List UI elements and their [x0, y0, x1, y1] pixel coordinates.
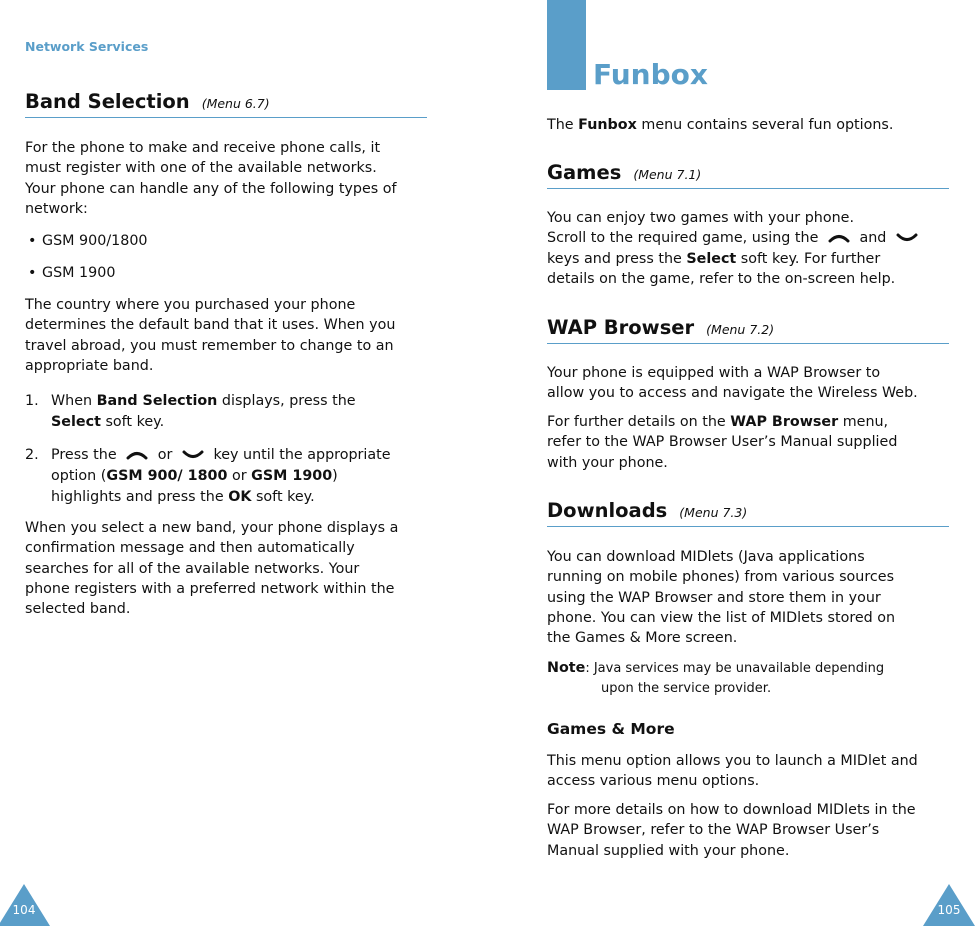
text-line: with your phone.	[547, 454, 668, 471]
text-line: searches for all of the available networks. Your	[25, 560, 360, 577]
wap-browser-heading	[547, 316, 949, 344]
text-line: You can enjoy two games with your phone.	[547, 210, 854, 226]
bullet-text: GSM 1900	[42, 265, 116, 281]
intro-paragraph	[547, 115, 949, 135]
bold-text: Band Selection	[96, 393, 218, 409]
text: option (	[51, 467, 107, 484]
scroll-up-key-icon	[826, 231, 852, 245]
paragraph	[25, 518, 427, 619]
text-line: phone. You can view the list of MIDlets stored on	[547, 609, 896, 626]
heading-title: Band Selection	[25, 90, 190, 113]
step-body	[51, 391, 427, 433]
menu-ref: (Menu 6.7)	[201, 96, 270, 111]
text-line: When you select a new band, your phone displays a	[25, 520, 399, 536]
heading-title: Downloads	[547, 499, 668, 522]
text-line: Your phone is equipped with a WAP Browser to	[547, 365, 881, 381]
text-line: Manual supplied with your phone.	[547, 842, 790, 859]
bold-text: OK	[228, 488, 252, 505]
text-line: determines the default band that it uses. When you	[25, 317, 396, 334]
text-line: travel abroad, you must remember to change to an	[25, 337, 394, 354]
note	[547, 658, 949, 699]
text: soft key.	[251, 488, 315, 505]
bold-text: Select	[51, 413, 101, 430]
right-page	[547, 0, 949, 926]
text-line: must register with one of the available networks.	[25, 160, 377, 177]
bold-text: Select	[686, 250, 737, 267]
band-selection-heading	[25, 90, 427, 118]
step-body	[51, 445, 427, 507]
page-number-left: 104	[12, 903, 36, 917]
chapter-title: Funbox	[593, 58, 708, 91]
text-line: You can download MIDlets (Java applications	[547, 549, 865, 565]
text-line: Your phone can handle any of the following types of	[25, 180, 397, 197]
bold-text: GSM 1900	[251, 467, 333, 484]
page-number-right: 105	[937, 903, 961, 917]
text-line: using the WAP Browser and store them in your	[547, 589, 881, 606]
text-line: refer to the WAP Browser User’s Manual supplied	[547, 434, 898, 451]
games-more-heading: Games & More	[547, 720, 675, 738]
heading-title: WAP Browser	[547, 316, 695, 339]
text: Scroll to the required game, using the	[547, 230, 819, 247]
bullet-item	[25, 231, 427, 251]
text-line: For the phone to make and receive phone calls, it	[25, 140, 381, 156]
scroll-down-key-icon	[894, 231, 920, 245]
text-line: This menu option allows you to launch a MIDlet and	[547, 753, 918, 769]
text: keys and press the	[547, 250, 687, 267]
text-line: The country where you purchased your phone	[25, 297, 356, 313]
text: menu contains several fun options.	[636, 117, 894, 133]
bold-text: GSM 900/ 1800	[106, 467, 228, 484]
heading-title: Games	[547, 161, 622, 184]
bold-text: WAP Browser	[730, 414, 839, 430]
text-line: allow you to access and navigate the Wireless Web.	[547, 385, 918, 402]
text-line: running on mobile phones) from various sources	[547, 569, 895, 586]
chapter-marker	[547, 0, 586, 90]
text-line: For more details on how to download MIDlets in the	[547, 802, 916, 818]
text: and	[859, 230, 887, 247]
paragraph	[25, 295, 427, 376]
text: For further details on the	[547, 414, 731, 430]
text-line: the Games & More screen.	[547, 630, 738, 647]
section-header: Network Services	[25, 39, 149, 54]
intro-paragraph	[25, 138, 427, 219]
step-number: 1.	[25, 393, 39, 409]
text-line: access various menu options.	[547, 773, 760, 790]
scroll-up-key-icon	[124, 448, 150, 462]
note-text: : Java services may be unavailable depending	[585, 661, 885, 676]
note-text: upon the service provider.	[601, 681, 772, 696]
text: Press the	[51, 447, 117, 463]
text-line: network:	[25, 200, 88, 217]
menu-ref: (Menu 7.3)	[679, 505, 748, 520]
note-label: Note	[547, 660, 586, 676]
text: or	[157, 447, 173, 463]
menu-ref: (Menu 7.2)	[706, 322, 775, 337]
downloads-heading	[547, 499, 949, 527]
text-line: appropriate band.	[25, 357, 154, 374]
bullet-dot: •	[28, 265, 37, 281]
text: soft key. For further	[736, 250, 881, 267]
bullet-text: GSM 900/1800	[42, 233, 148, 249]
text: displays, press the	[217, 393, 356, 409]
step-1	[25, 391, 427, 433]
wap-paragraph-2	[547, 412, 949, 473]
bold-text: Funbox	[578, 117, 637, 133]
text-line: WAP Browser, refer to the WAP Browser User’s	[547, 822, 880, 839]
text: The	[547, 117, 579, 133]
step-number: 2.	[25, 447, 39, 463]
text: menu,	[838, 414, 889, 430]
text: When	[51, 393, 97, 409]
bullet-dot: •	[28, 233, 37, 249]
text: )	[332, 467, 338, 484]
left-page	[25, 0, 427, 926]
downloads-paragraph	[547, 547, 949, 648]
text: or	[227, 467, 252, 484]
games-more-paragraph-2	[547, 800, 949, 861]
scroll-down-key-icon	[180, 448, 206, 462]
text: highlights and press the	[51, 488, 229, 505]
bullet-item	[25, 263, 427, 283]
text: key until the appropriate	[213, 447, 391, 463]
menu-ref: (Menu 7.1)	[633, 167, 702, 182]
text: soft key.	[100, 413, 165, 430]
text-line: selected band.	[25, 601, 131, 618]
games-paragraph	[547, 208, 949, 289]
wap-paragraph	[547, 363, 949, 404]
step-2	[25, 445, 427, 507]
games-more-paragraph	[547, 751, 949, 792]
text-line: phone registers with a preferred network within the	[25, 580, 395, 597]
text-line: details on the game, refer to the on-screen help.	[547, 270, 896, 287]
games-heading	[547, 161, 949, 189]
text-line: confirmation message and then automatically	[25, 540, 355, 557]
